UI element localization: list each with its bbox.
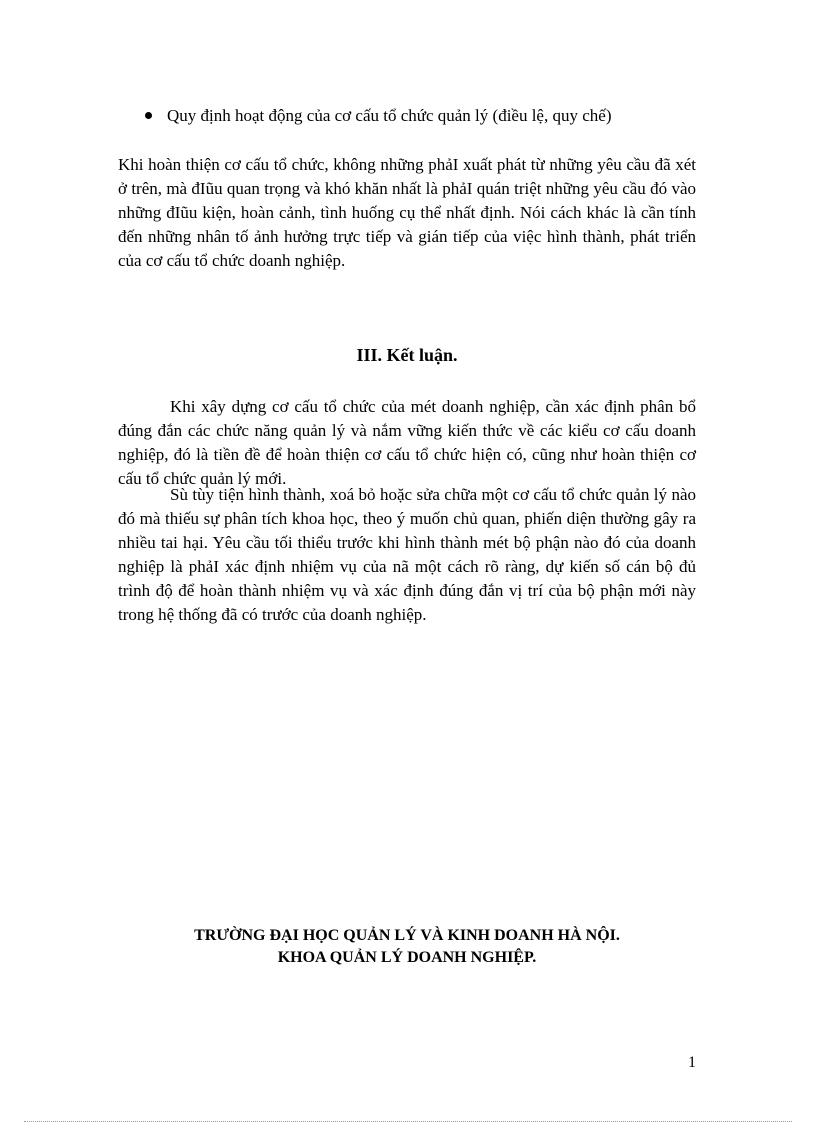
page-bottom-divider — [24, 1121, 792, 1122]
section-heading: III. Kết luận. — [356, 345, 458, 365]
faculty-name-line: KHOA QUẢN LÝ DOANH NGHIỆP. — [277, 949, 537, 966]
intro-paragraph: Khi hoàn thiện cơ cấu tổ chức, không những phảI xuất phát từ những yêu cầu đã xét ở trên, mà đIũu quan trọng và khó khăn nhất là phảI quán triệt những yêu cầu đó vào những đIũu kiện, hoàn cảnh, tình huống cụ thể nhất định. Nói cách khác là cần tính đến những nhân tố ảnh hưởng trực tiếp và gián tiếp của việc hình thành, phát triển của cơ cấu tổ chức doanh nghiệp. — [118, 155, 696, 270]
conclusion-paragraph-1: Khi xây dựng cơ cấu tổ chức của mét doanh nghiệp, cần xác định phân bổ đúng đắn các chức năng quản lý và nắm vững kiến thức về các kiểu cơ cấu doanh nghiệp, đó là tiền đề để hoàn thiện cơ cấu tổ chức hiện có, cũng như hoàn thiện cơ cấu tổ chức quản lý mới. — [118, 397, 696, 488]
bullet-item-text: Quy định hoạt động của cơ cấu tổ chức quản lý (điều lệ, quy chế) — [167, 106, 612, 125]
bullet-icon — [145, 112, 152, 119]
conclusion-paragraph-2: Sù tùy tiện hình thành, xoá bỏ hoặc sửa chữa một cơ cấu tổ chức quản lý nào đó mà thiếu sự phân tích khoa học, theo ý muốn chủ quan, phiến diện thường gây ra nhiều tai hại. Yêu cầu tối thiểu trước khi hình thành mét bộ phận nào đó của doanh nghiệp là phảI xác định nhiệm vụ của nã một cách rõ ràng, dự kiến số cán bộ đủ trình độ để hoàn thành nhiệm vụ và xác định đúng đắn vị trí của bộ phận mới này trong hệ thống đã có trước của doanh nghiệp. — [118, 485, 696, 624]
school-footer — [118, 925, 696, 969]
school-name-line: TRƯỜNG ĐẠI HỌC QUẢN LÝ VÀ KINH DOANH HÀ NỘI. — [194, 927, 620, 944]
page-number: 1 — [688, 1054, 696, 1071]
bullet-list-item — [145, 105, 611, 127]
